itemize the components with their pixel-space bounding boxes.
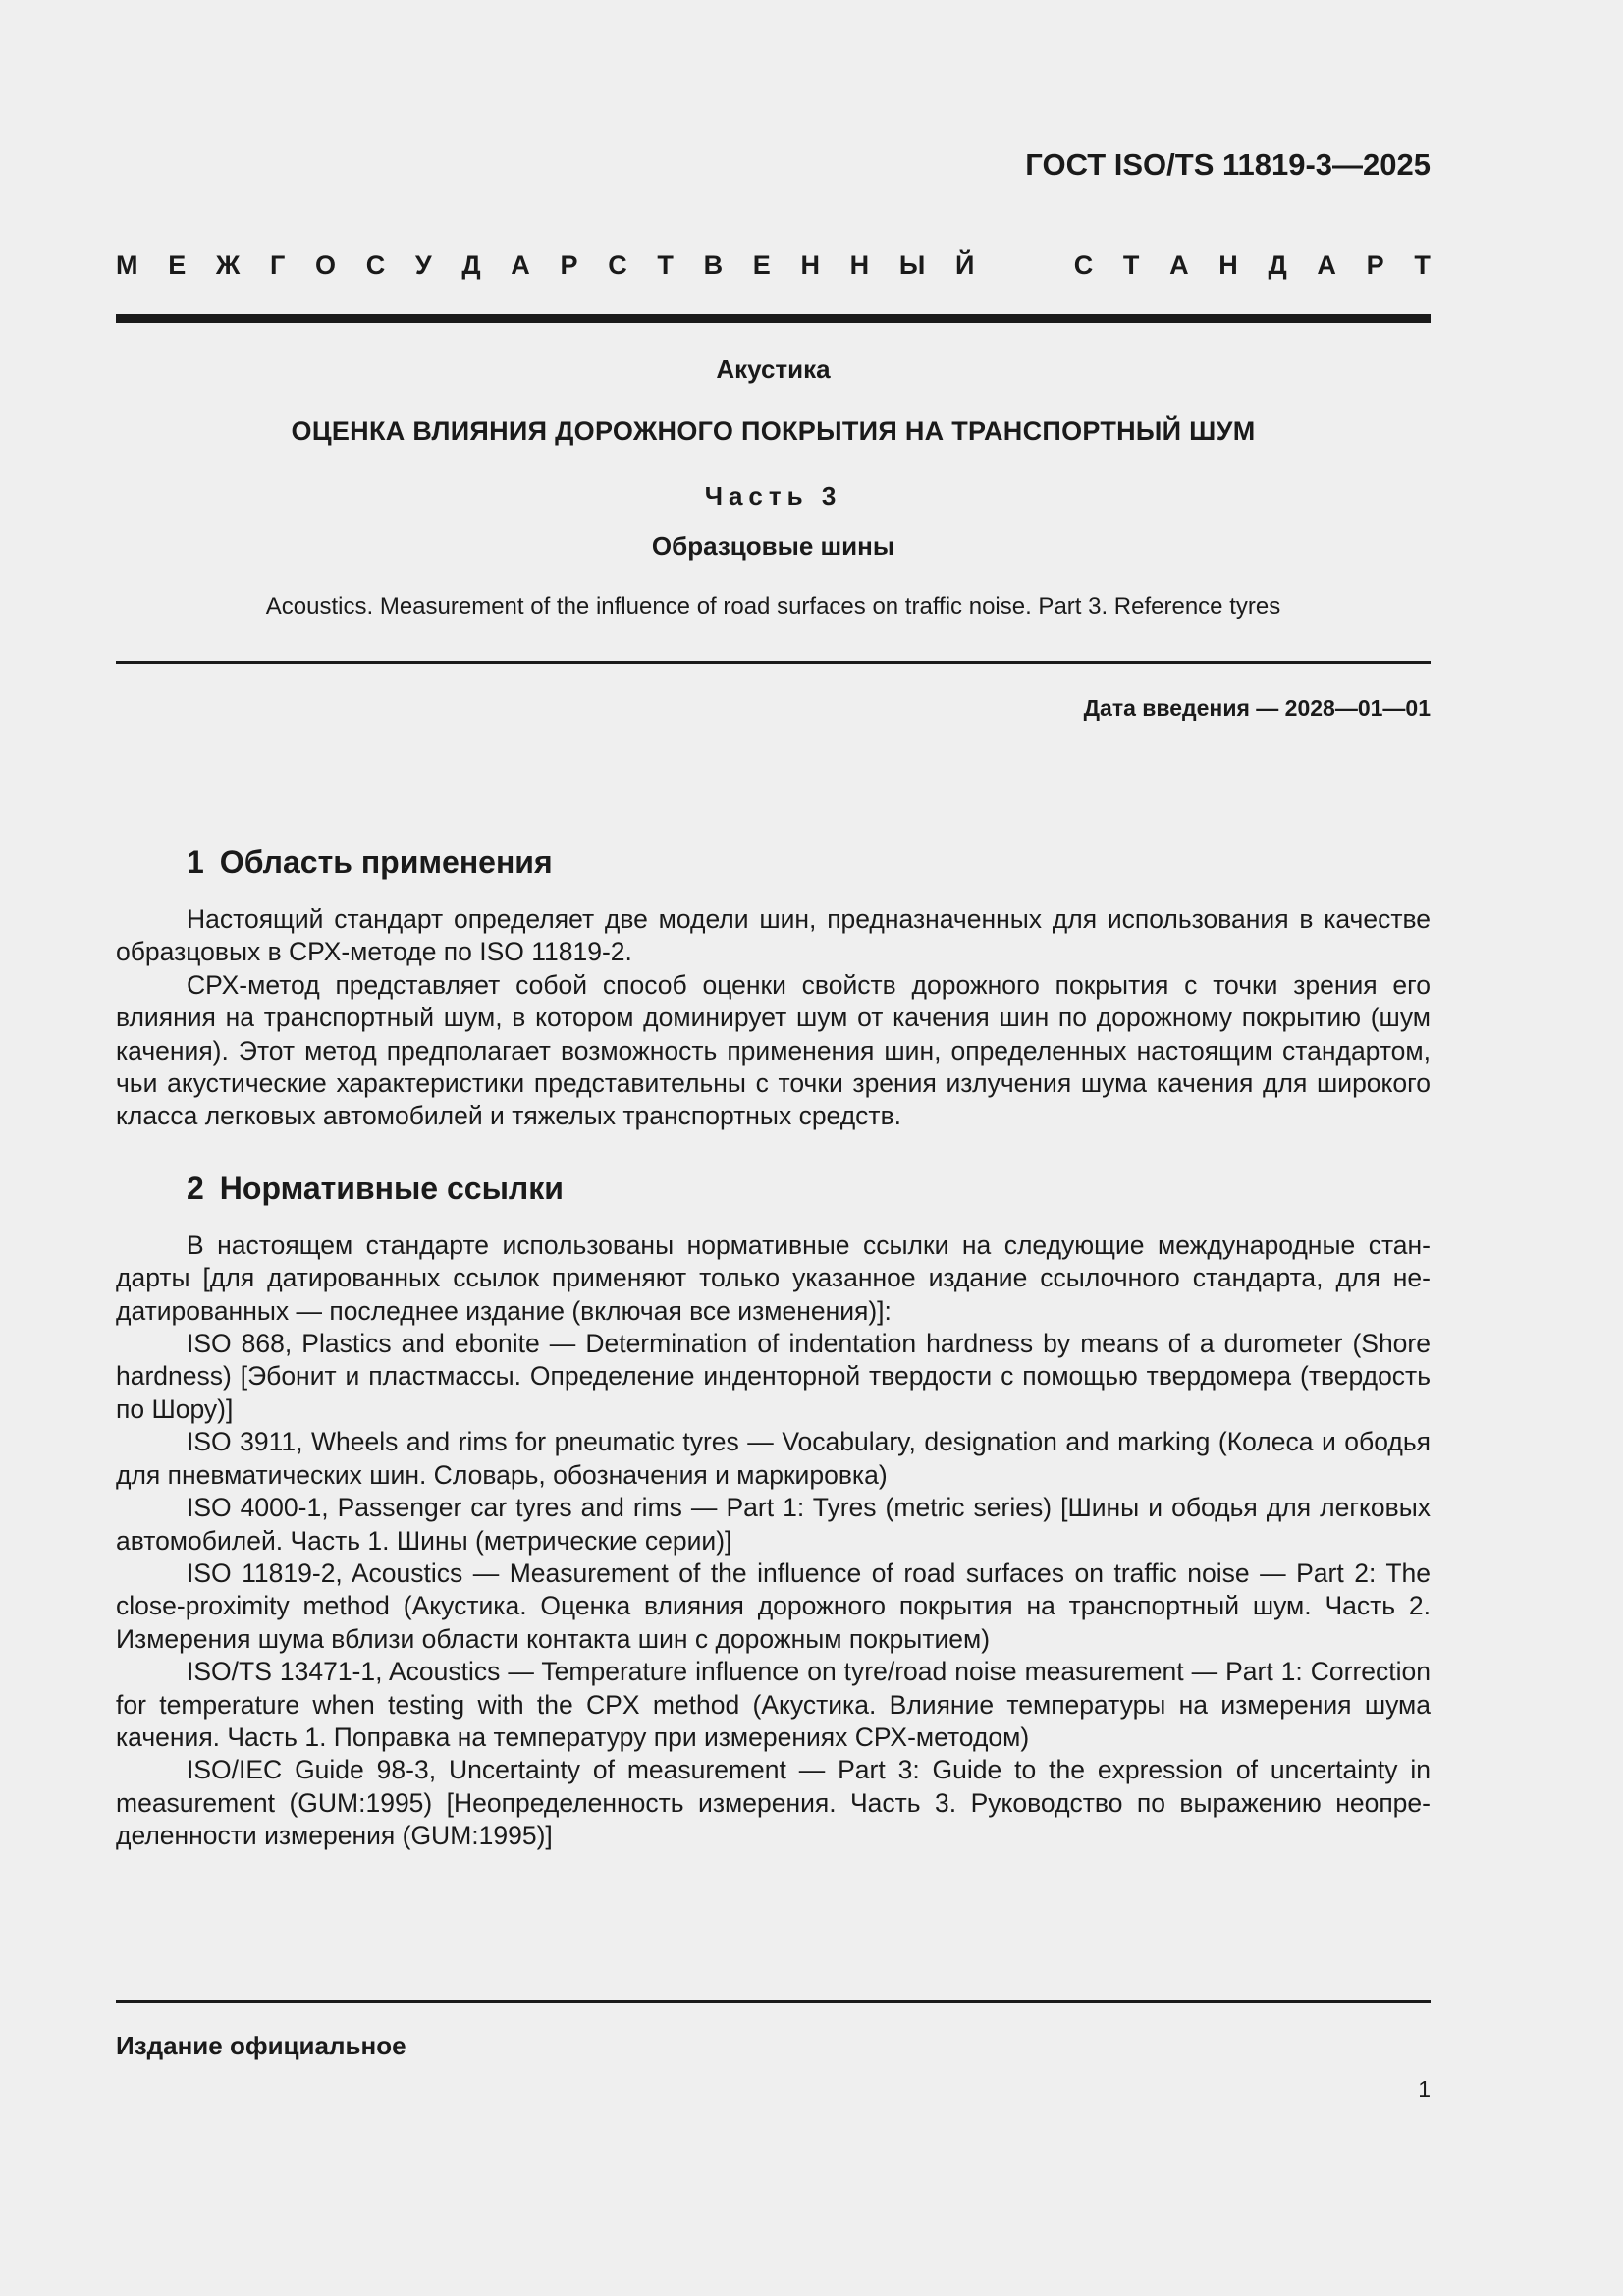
document-code: ГОСТ ISO/TS 11819-3—2025 <box>1025 147 1431 182</box>
banner-letter: Ы <box>898 250 926 280</box>
banner-letter: О <box>314 250 336 280</box>
banner-letter: С <box>608 250 627 280</box>
banner-letter: Е <box>168 250 187 280</box>
banner-letter: А <box>1169 250 1189 280</box>
section-heading <box>116 843 1431 882</box>
banner-letter: А <box>1317 250 1336 280</box>
part-label: Часть 3 <box>704 481 842 511</box>
document-body <box>116 843 1431 1888</box>
section-number: 1 <box>187 845 204 880</box>
banner-letter: Г <box>269 250 286 280</box>
section-heading-text: Область применения <box>219 845 553 880</box>
reference-item: ISO 11819-2, Acoustics — Measurement of the influence of road surfaces on traffic noise — Part 2: The close-proximity method (Акустика. Оценка влияния дорожного покрытия на транспортный шум. Часть 2. Измерения шума вблизи области контакта шин с дорожным покрытием) <box>116 1558 1431 1654</box>
title-divider <box>116 661 1431 664</box>
banner-letter: Й <box>954 250 975 280</box>
introduction-date: Дата введения — 2028—01—01 <box>1083 695 1431 721</box>
subject-title: Акустика <box>716 355 831 384</box>
banner-letter: В <box>703 250 724 280</box>
reference-item: ISO 868, Plastics and ebonite — Determination of indentation hardness by means of a durometer (Shore hardness) [Эбонит и пластмассы. Определение инденторной твердости с помощью твердомера (твердость по Шору)] <box>116 1329 1431 1424</box>
banner-word-gap <box>1004 250 1044 281</box>
banner-letter: Р <box>1366 250 1384 280</box>
banner-letter: Т <box>657 250 674 280</box>
reference-item: ISO/TS 13471-1, Acoustics — Temperature influence on tyre/road noise measurement — Part 1: Correction for temperature when testing with the CPX method (Акустика. Влияние температуры на измерения шума качения. Часть 1. Поправка на температуру при измерениях СРХ-методом) <box>116 1657 1431 1752</box>
banner-letter: М <box>116 250 138 280</box>
banner-letter: Т <box>1122 250 1140 280</box>
header-thick-divider <box>116 314 1431 323</box>
banner-letter: С <box>1073 250 1094 280</box>
banner-letter: С <box>365 250 386 280</box>
reference-item: ISO/IEC Guide 98-3, Uncertainty of measurement — Part 3: Guide to the expression of uncertainty in measurement (GUM:1995) [Неопределенность измерения. Часть 3. Руководство по выражению неопределенности измерения (GUM:1995)] <box>116 1755 1431 1851</box>
banner-letter: Н <box>849 250 870 280</box>
official-edition-label: Издание официальное <box>116 2031 406 2060</box>
interstate-standard-banner <box>116 250 1431 281</box>
paragraph: СРХ-метод представляет собой способ оценки свойств дорожного покрытия с точки зрения его влияния на транспортный шум, в котором доминирует шум от качения шин по дорожному покрытию (шум качения). Этот метод предполагает возможность применения шин, определенных настоящим стандартом, чьи акустические характеристики представительны с точки зрения излучения шума качения для широкого класса легковых автомобилей и тяжелых транспортных средств. <box>116 969 1431 1131</box>
section-number: 2 <box>187 1170 204 1206</box>
section-heading <box>116 1169 1431 1208</box>
english-title: Acoustics. Measurement of the influence of road surfaces on traffic noise. Part 3. Reference tyres <box>265 593 1281 620</box>
part-title: Образцовые шины <box>651 531 895 561</box>
reference-item: ISO 3911, Wheels and rims for pneumatic tyres — Vocabulary, designation and marking (Колеса и ободья для пневматических шин. Словарь, обозначения и маркировка) <box>116 1427 1431 1490</box>
main-title: ОЦЕНКА ВЛИЯНИЯ ДОРОЖНОГО ПОКРЫТИЯ НА ТРАНСПОРТНЫЙ ШУМ <box>291 416 1256 446</box>
paragraph: В настоящем стандарте использованы нормативные ссылки на следующие международные стандарты [для датированных ссылок применяют только указанное издание ссылочного стандарта, для недатированных — последнее издание (включая все изменения)]: <box>116 1230 1431 1326</box>
page-number: 1 <box>1418 2076 1431 2102</box>
section-normative-references <box>116 1169 1431 1853</box>
banner-letter: А <box>511 250 530 280</box>
banner-letter: Ж <box>215 250 241 280</box>
banner-letter: Д <box>461 250 481 280</box>
banner-letter: Н <box>1218 250 1238 280</box>
banner-letter: Т <box>1414 250 1431 280</box>
banner-letter: У <box>414 250 432 280</box>
section-heading-text: Нормативные ссылки <box>219 1170 564 1206</box>
banner-letter: Р <box>560 250 578 280</box>
section-scope <box>116 843 1431 1133</box>
reference-item: ISO 4000-1, Passenger car tyres and rims — Part 1: Tyres (metric series) [Шины и ободья для легковых автомобилей. Часть 1. Шины (метрические серии)] <box>116 1493 1431 1556</box>
banner-letter: Е <box>752 250 771 280</box>
banner-letter: Н <box>800 250 820 280</box>
paragraph: Настоящий стандарт определяет две модели шин, предназначенных для использования в качестве образцовых в СРХ-методе по ISO 11819-2. <box>116 904 1431 967</box>
footer-divider <box>116 2000 1431 2003</box>
banner-letter: Д <box>1268 250 1287 280</box>
